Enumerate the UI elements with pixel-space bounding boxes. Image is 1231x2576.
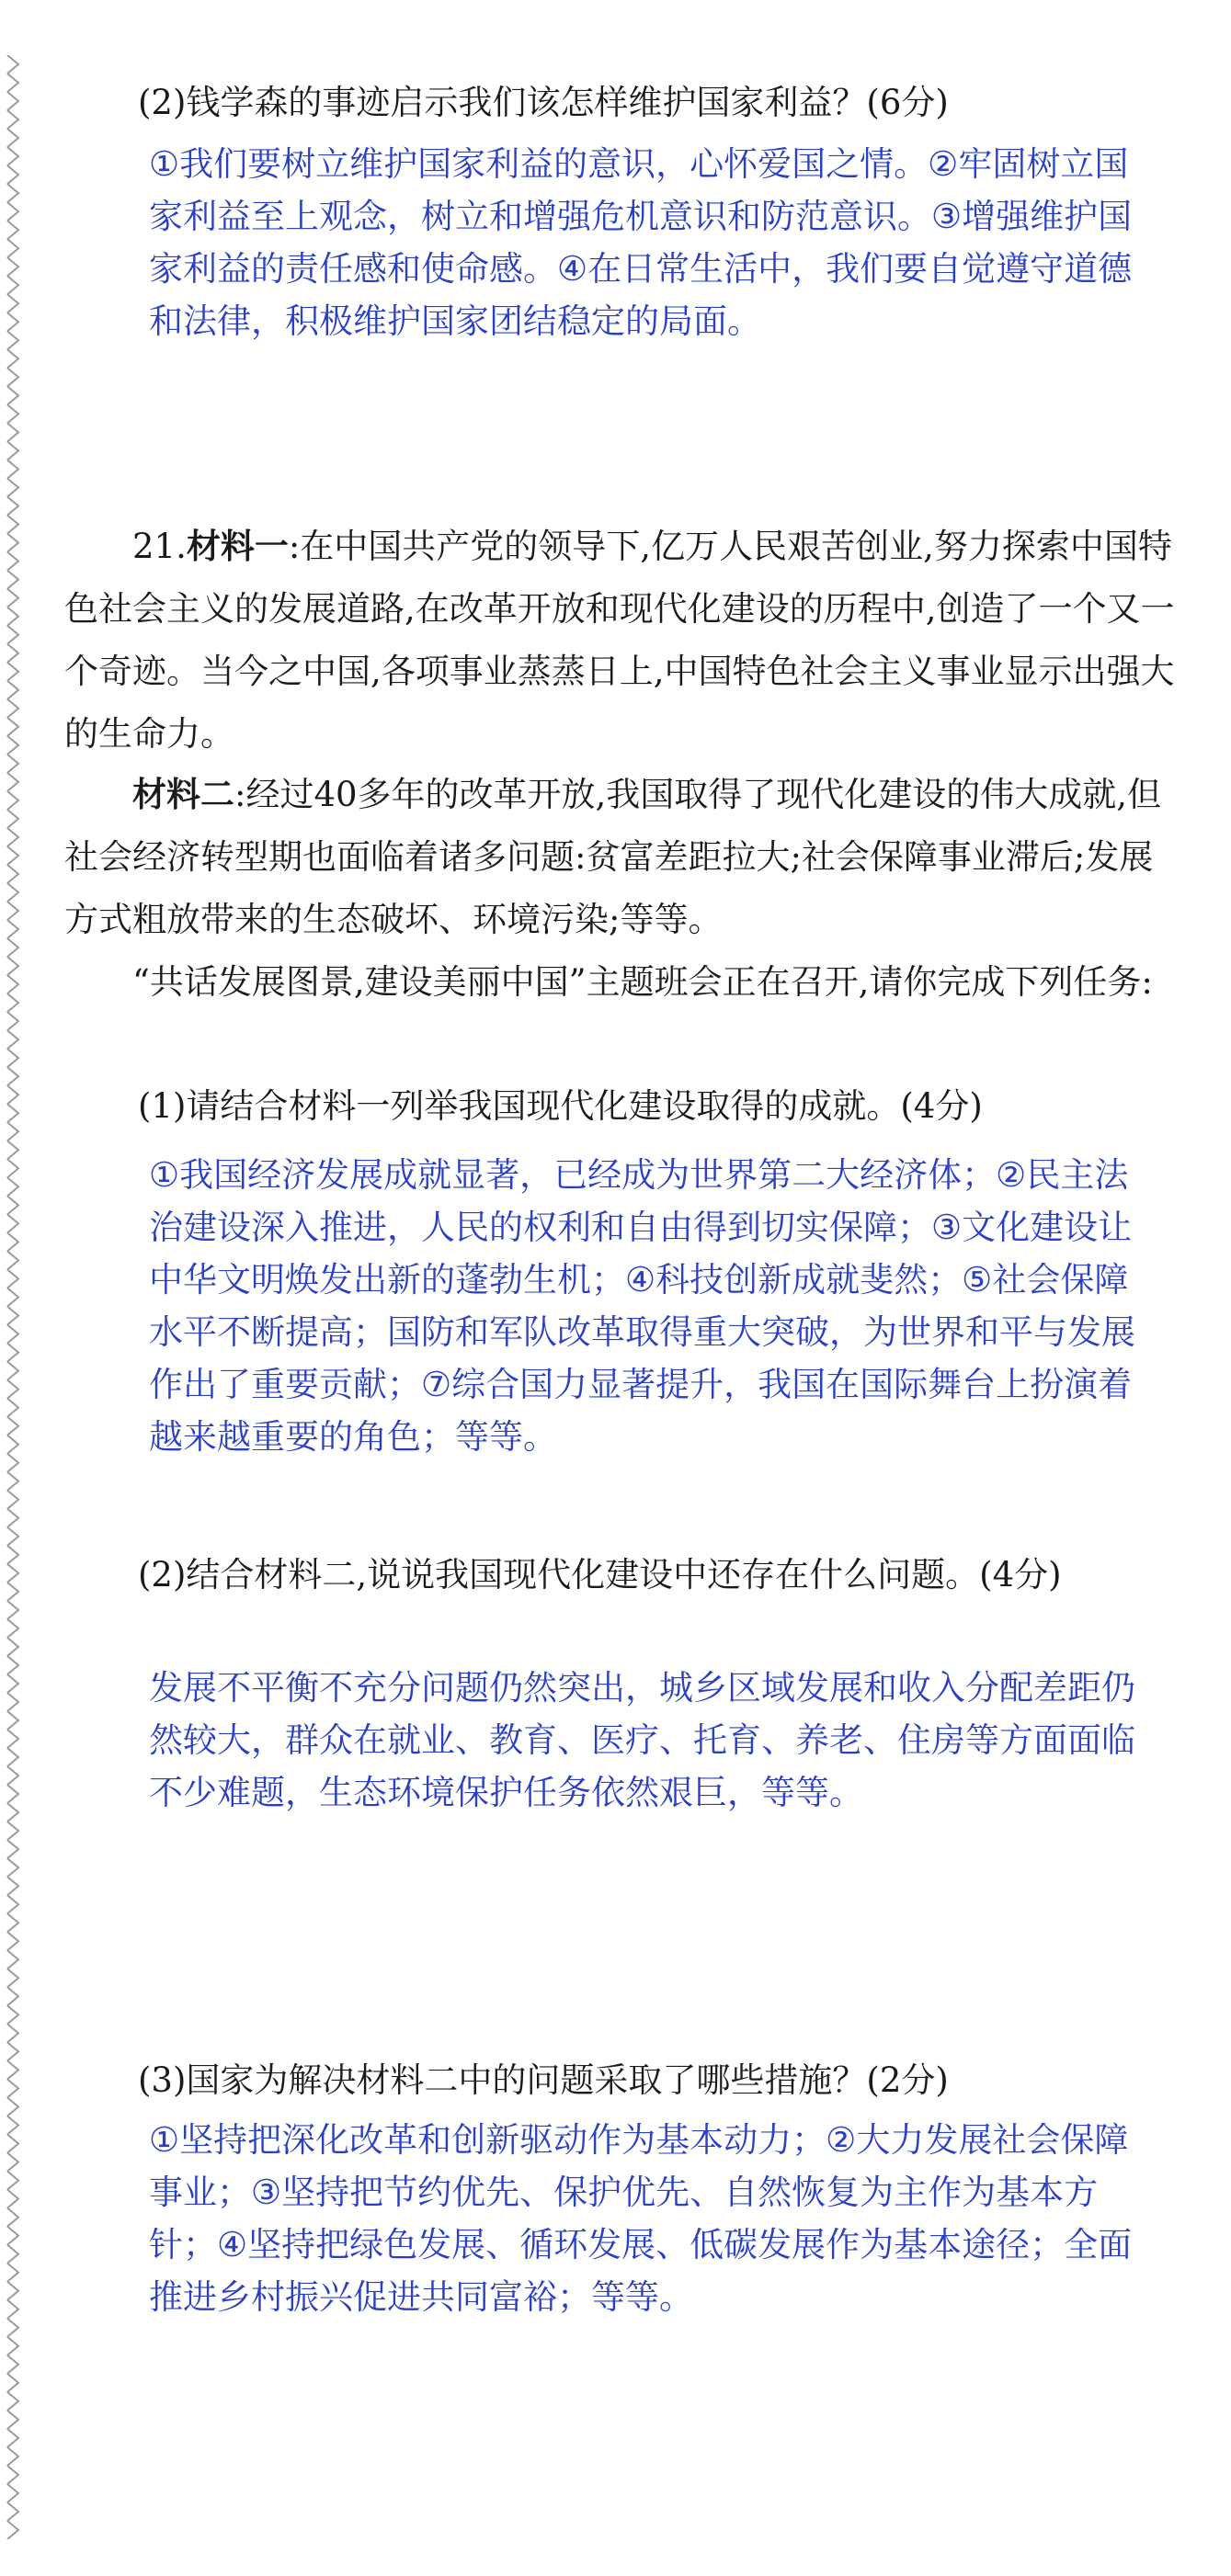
material2-label: 材料二 xyxy=(132,774,234,814)
q21-material2 xyxy=(64,763,1186,951)
material1-label: 材料一 xyxy=(186,526,289,566)
binding-edge xyxy=(0,55,28,2539)
q21-sub2-answer: 发展不平衡不充分问题仍然突出，城乡区域发展和收入分配差距仍然较大，群众在就业、教育、医疗、托育、养老、住房等方面面临不少难题，生态环境保护任务依然艰巨，等等。 xyxy=(149,1668,1135,1812)
q21-number: 21. xyxy=(132,527,187,566)
q21-sub3-question: (3)国家为解决材料二中的问题采取了哪些措施？(2分) xyxy=(138,2060,949,2100)
q21-sub3-answer: ①坚持把深化改革和创新驱动作为基本动力；②大力发展社会保障事业；③坚持把节约优先、保护优先、自然恢复为主作为基本方针；④坚持把绿色发展、循环发展、低碳发展作为基本途径；全面推进乡村振兴促进共同富裕；等等。 xyxy=(149,2120,1133,2317)
material1-text: :在中国共产党的领导下,亿万人民艰苦创业,努力探索中国特色社会主义的发展道路,在改革开放和现代化建设的历程中,创造了一个又一个奇迹。当今之中国,各项事业蒸蒸日上,中国特色社会主义事业显示出强大的生命力。 xyxy=(64,527,1175,754)
binding-zigzag-icon xyxy=(0,55,28,2539)
material2-text: :经过40多年的改革开放,我国取得了现代化建设的伟大成就,但社会经济转型期也面临着诸多问题:贫富差距拉大;社会保障事业滞后;发展方式粗放带来的生态破坏、环境污染;等等。 xyxy=(64,775,1162,939)
q21-material1 xyxy=(64,515,1186,766)
q21-sub1-question: (1)请结合材料一列举我国现代化建设取得的成就。(4分) xyxy=(138,1086,983,1126)
q21-sub1-answer: ①我国经济发展成就显著，已经成为世界第二大经济体；②民主法治建设深入推进，人民的权利和自由得到切实保障；③文化建设让中华文明焕发出新的蓬勃生机；④科技创新成就斐然；⑤社会保障水平不断提高；国防和军队改革取得重大突破，为世界和平与发展作出了重要贡献；⑦综合国力显著提升，我国在国际舞台上扮演着越来越重要的角色；等等。 xyxy=(149,1155,1135,1457)
q21-sub2-question: (2)结合材料二,说说我国现代化建设中还存在什么问题。(4分) xyxy=(138,1555,1062,1594)
q20-2-answer: ①我们要树立维护国家利益的意识，心怀爱国之情。②牢固树立国家利益至上观念，树立和增强危机意识和防范意识。③增强维护国家利益的责任感和使命感。④在日常生活中，我们要自觉遵守道德和法律，积极维护国家团结稳定的局面。 xyxy=(149,144,1133,341)
q21-task-intro: “共话发展图景,建设美丽中国”主题班会正在召开,请你完成下列任务: xyxy=(132,962,1153,1002)
q20-2-question: (2)钱学森的事迹启示我们该怎样维护国家利益？(6分) xyxy=(138,83,949,122)
